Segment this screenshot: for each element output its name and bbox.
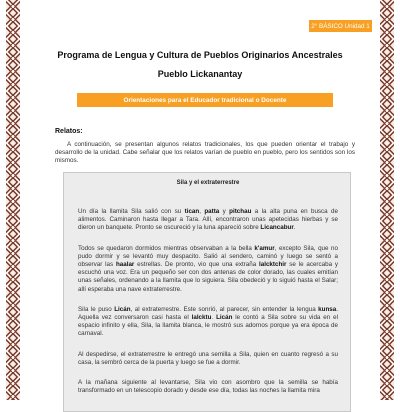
- decorative-border-right: [380, 0, 394, 400]
- story-paragraph-1: Un día la llamita Sila salió con su tican, patta y pitchau a la alta puna en busca de alimentos. Caminaron hasta llegar a Tara. Allí, encontraron unas apetecidas hierbas y se dieron un banquete. Pronto se oscureció y la luna apareció sobre Licancabur.: [78, 208, 338, 232]
- grade-unit-badge: 2° BÁSICO Unidad 1: [309, 20, 372, 32]
- story-paragraph-2: Todos se quedaron dormidos mientras observaban a la bella k'amur, excepto Sila, que no pudo dormir y se levantó muy despacito. Salió al sendero, caminó y luego se sentó a observar las haalar estrellas. De pronto, vio que una extraña lalcktchir se le acercaba y escuchó una voz. Era un pequeño ser con dos antenas de color dorado, las cuales emitían unas señales, ordenando a la llamita que lo siguiera. Sila obedeció y lo siguió hasta el Salar; allí esperaba una nave extraterrestre.: [78, 244, 338, 293]
- section-banner: Orientaciones para el Educador tradicional o Docente: [77, 93, 333, 107]
- relatos-heading: Relatos:: [55, 128, 83, 135]
- page-title: Programa de Lengua y Cultura de Pueblos Originarios Ancestrales: [57, 50, 343, 60]
- story-title: Sila y el extraterrestre: [176, 180, 240, 186]
- relatos-intro: A continuación, se presentan algunos relatos tradicionales, los que pueden orientar el trabajo y desarrollo de la unidad. Cabe señalar que los relatos varían de pueblo en pueblo, pero los sentidos son los mismos.: [55, 141, 355, 165]
- story-box: [63, 172, 351, 412]
- story-paragraph-4: Al despedirse, el extraterrestre le entregó una semilla a Sila, quien en cuanto regresó a su casa, la sembró cerca de la puerta y luego se fue a dormir.: [78, 350, 338, 366]
- story-paragraph-5: A la mañana siguiente al levantarse, Sila vio con asombro que la semilla se había transformado en un telescopio dorado y desde ese día, todas las noches la llamita mira: [78, 379, 338, 395]
- page-subtitle: Pueblo Lickanantay: [157, 69, 243, 79]
- story-paragraph-3: Sila le puso Licán, al extraterrestre. Este sonrió, al parecer, sin entender la lengua kunsa. Aquella vez conversaron casi hasta el lalcktu. Licán le contó a Sila sobre su vida en el espacio infinito y ella, Sila, la llamita blanca, le mostró sus adornos porque ya era época de carnaval.: [78, 305, 339, 338]
- decorative-border-left: [6, 0, 20, 400]
